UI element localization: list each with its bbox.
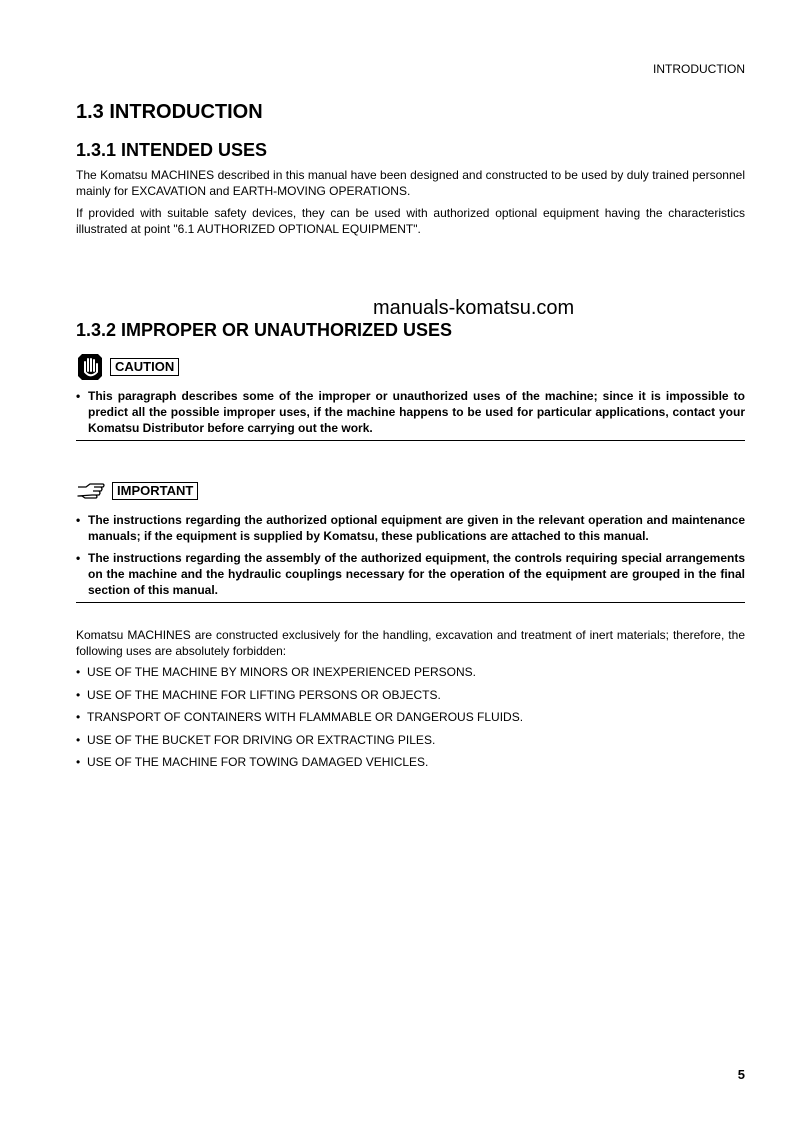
forbidden-use-item: • USE OF THE MACHINE FOR LIFTING PERSONS OR OBJECTS. [76,687,745,703]
caution-label: CAUTION [110,358,179,376]
forbidden-use-item: • USE OF THE MACHINE BY MINORS OR INEXPERIENCED PERSONS. [76,664,745,680]
intended-uses-heading: 1.3.1 INTENDED USES [76,140,268,160]
important-item: • The instructions regarding the assembly of the authorized equipment, the controls requiring special arrangements on the machine and the hydraulic couplings necessary for the operation of the equipment are grouped in the final section of this manual. [76,550,745,598]
pointing-hand-icon [76,481,106,501]
section-title: 1.3 INTRODUCTION [76,101,263,123]
watermark-link[interactable]: manuals-komatsu.com [373,297,575,319]
forbidden-uses-intro: Komatsu MACHINES are constructed exclusively for the handling, excavation and treatment of inert materials; therefore, the following uses are absolutely forbidden: [76,628,745,658]
stop-hand-icon [76,352,104,382]
caution-divider [76,440,745,441]
forbidden-use-item: • TRANSPORT OF CONTAINERS WITH FLAMMABLE OR DANGEROUS FLUIDS. [76,709,745,725]
forbidden-use-item: • USE OF THE MACHINE FOR TOWING DAMAGED VEHICLES. [76,754,745,770]
important-item: • The instructions regarding the authorized optional equipment are given in the relevant operation and maintenance manuals; if the equipment is supplied by Komatsu, these publications are attached to this manual. [76,512,745,544]
intended-uses-paragraph-1: The Komatsu MACHINES described in this manual have been designed and constructed to be used by duly trained personnel mainly for EXCAVATION and EARTH-MOVING OPERATIONS. [76,168,745,198]
caution-item: • This paragraph describes some of the improper or unauthorized uses of the machine; since it is impossible to predict all the possible improper uses, if the machine happens to be used for particular applications, contact your Komatsu Distributor before carrying out the work. [76,388,745,436]
intended-uses-paragraph-2: If provided with suitable safety devices, they can be used with authorized optional equipment having the characteristics illustrated at point "6.1 AUTHORIZED OPTIONAL EQUIPMENT". [76,206,745,236]
running-header: INTRODUCTION [653,62,745,76]
important-notice [76,476,745,603]
improper-uses-heading: 1.3.2 IMPROPER OR UNAUTHORIZED USES [76,320,453,340]
forbidden-use-item: • USE OF THE BUCKET FOR DRIVING OR EXTRACTING PILES. [76,732,745,748]
page-number: 5 [737,1067,745,1082]
caution-notice [76,352,745,441]
forbidden-uses-list [76,664,745,777]
important-label: IMPORTANT [112,482,198,500]
important-divider [76,602,745,603]
